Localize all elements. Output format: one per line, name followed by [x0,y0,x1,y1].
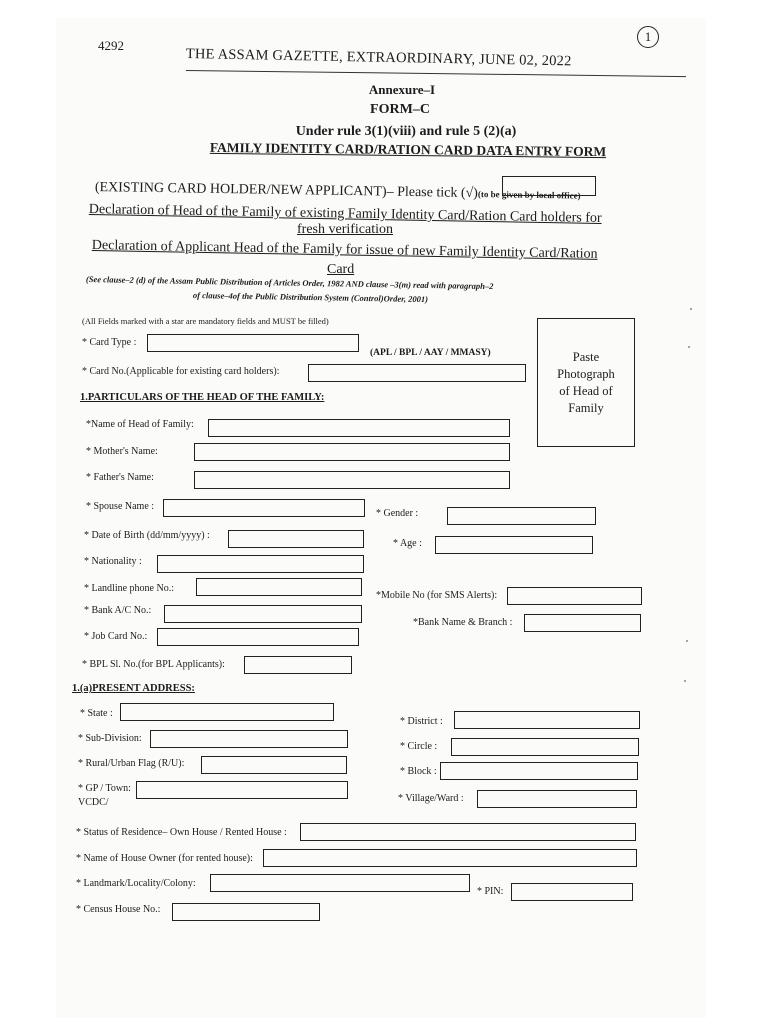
card-no-label: * Card No.(Applicable for existing card holders): [82,366,280,377]
bank-ac-input[interactable] [164,605,362,623]
sub-division-label: * Sub-Division: [78,733,142,744]
rule-line: Under rule 3(1)(viii) and rule 5 (2)(a) [295,124,517,139]
age-input[interactable] [435,536,593,554]
nationality-input[interactable] [157,555,364,573]
landmark-label: * Landmark/Locality/Colony: [76,878,196,889]
mandatory-note: (All Fields marked with a star are mandatory fields and MUST be filled) [82,316,329,326]
circle-label: * Circle : [400,741,438,752]
name-head-label: *Name of Head of Family: [86,419,194,430]
age-label: * Age : [393,538,422,549]
residence-status-input[interactable] [300,823,636,841]
declaration-existing: Declaration of Head of the Family of existing Family Identity Card/Ration Card holders for [88,202,602,226]
landline-input[interactable] [196,578,362,596]
name-head-input[interactable] [208,419,510,437]
bank-ac-label: * Bank A/C No.: [84,605,152,616]
dob-input[interactable] [228,530,364,548]
tick-instruction-note: (to be given by local office) [477,189,581,201]
job-card-input[interactable] [157,628,359,646]
gender-input[interactable] [447,507,596,525]
clause-reference-cont: of clause–4of the Public Distribution System (Control)Order, 2001) [192,290,429,305]
scan-speck [686,640,688,642]
job-card-label: * Job Card No.: [84,631,148,642]
page-mark: 1 [637,26,659,48]
rural-urban-label: * Rural/Urban Flag (R/U): [78,758,185,769]
scan-speck [690,308,692,310]
card-type-label: * Card Type : [82,337,137,348]
section-present-address: 1.(a)PRESENT ADDRESS: [72,683,195,694]
district-label: * District : [400,716,443,727]
declaration-existing-cont: fresh verification [297,222,394,237]
clause-reference: (See clause–2 (d) of the Assam Public Distribution of Articles Order, 1982 AND clause –3(m) read with paragraph–2 [85,274,494,292]
mobile-input[interactable] [507,587,642,605]
gender-label: * Gender : [376,508,419,519]
gazette-title: THE ASSAM GAZETTE, EXTRAORDINARY, JUNE 02, 2022 [185,46,572,70]
bpl-sl-input[interactable] [244,656,352,674]
block-label: * Block : [400,766,437,777]
photo-label: Paste Photograph of Head of Family [557,349,615,415]
card-type-input[interactable] [147,334,359,352]
card-type-hint: (APL / BPL / AAY / MMASY) [370,348,491,358]
pin-input[interactable] [511,883,633,901]
scan-speck [684,680,686,682]
bank-name-input[interactable] [524,614,641,632]
residence-status-label: * Status of Residence– Own House / Rented House : [76,827,287,838]
form-title: FAMILY IDENTITY CARD/RATION CARD DATA ENTRY FORM [209,139,607,160]
gp-town-input[interactable] [136,781,348,799]
gazette-page-number: 4292 [98,38,124,53]
spouse-name-label: * Spouse Name : [86,501,155,512]
pin-label: * PIN: [477,886,504,897]
nationality-label: * Nationality : [84,556,142,567]
house-owner-input[interactable] [263,849,637,867]
house-owner-label: * Name of House Owner (for rented house): [76,853,253,864]
form-name: FORM–C [370,102,430,117]
sub-division-input[interactable] [150,730,348,748]
vcdc-label: VCDC/ [78,797,109,808]
mother-name-input[interactable] [194,443,510,461]
father-name-label: * Father's Name: [86,472,154,483]
tick-box[interactable] [502,176,596,196]
declaration-new-cont: Card [327,262,355,277]
photo-box[interactable] [537,318,635,447]
circle-input[interactable] [451,738,639,756]
dob-label: * Date of Birth (dd/mm/yyyy) : [84,530,210,541]
rural-urban-input[interactable] [201,756,347,774]
mother-name-label: * Mother's Name: [86,446,158,457]
section-head-of-family: 1.PARTICULARS OF THE HEAD OF THE FAMILY: [80,392,325,403]
village-ward-input[interactable] [477,790,637,808]
father-name-input[interactable] [194,471,510,489]
gp-town-label: * GP / Town: [78,783,131,794]
scan-speck [688,346,690,348]
landmark-input[interactable] [210,874,470,892]
card-no-input[interactable] [308,364,526,382]
bank-name-label: *Bank Name & Branch : [413,617,513,628]
spouse-name-input[interactable] [163,499,365,517]
state-input[interactable] [120,703,334,721]
tick-instruction-main: (EXISTING CARD HOLDER/NEW APPLICANT)– Please tick (√) [94,180,479,202]
block-input[interactable] [440,762,638,780]
census-house-input[interactable] [172,903,320,921]
declaration-new: Declaration of Applicant Head of the Family for issue of new Family Identity Card/Ration [91,238,598,262]
state-label: * State : [80,708,113,719]
annexure-label: Annexure–I [368,82,436,97]
bpl-sl-label: * BPL Sl. No.(for BPL Applicants): [82,659,225,670]
mobile-label: *Mobile No (for SMS Alerts): [376,590,498,601]
landline-label: * Landline phone No.: [84,583,174,594]
census-house-label: * Census House No.: [76,904,161,915]
district-input[interactable] [454,711,640,729]
village-ward-label: * Village/Ward : [398,793,464,804]
